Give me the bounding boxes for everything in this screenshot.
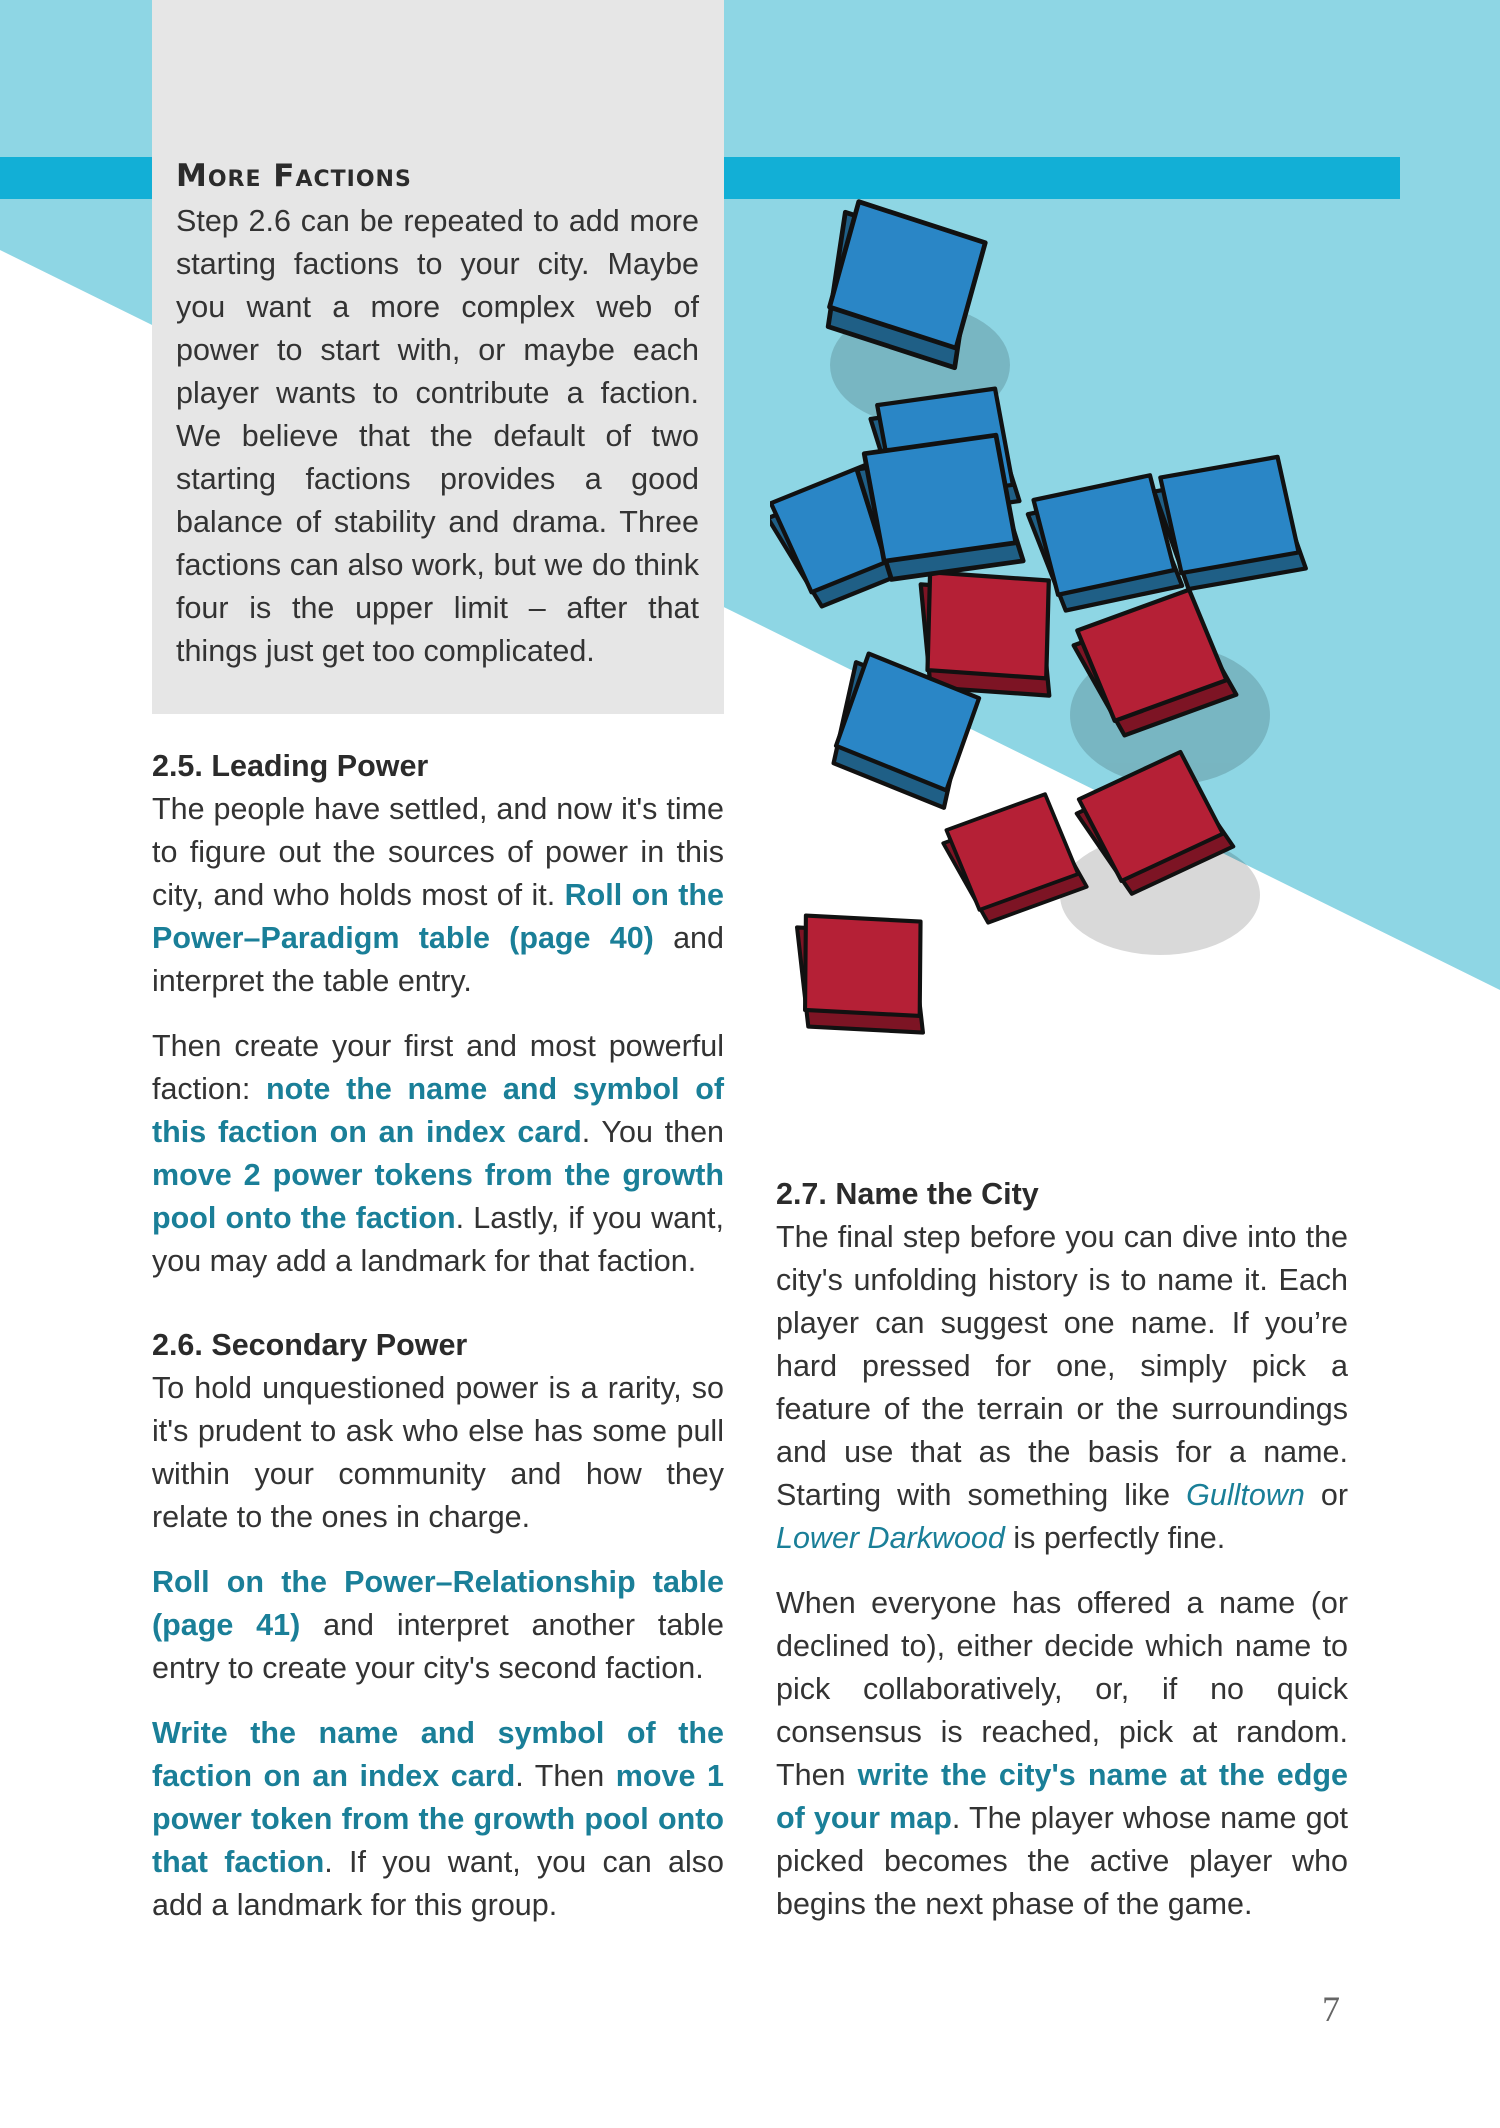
instruction-highlight: Roll on the Power–Paradigm table (page 40) <box>152 878 724 955</box>
paragraph <box>152 788 724 1003</box>
paragraph <box>152 1561 724 1690</box>
instruction-highlight: move 2 power tokens from the growth pool onto the faction <box>152 1158 724 1235</box>
instruction-highlight: write the city's name at the edge of your map <box>776 1758 1348 1835</box>
example-name: Gulltown <box>1186 1478 1305 1512</box>
instruction-highlight: Write the name and symbol of the faction on an index card <box>152 1716 724 1793</box>
text: . Then <box>515 1759 616 1793</box>
text: is perfectly fine. <box>1004 1521 1226 1555</box>
instruction-highlight: move 1 power token from the growth pool onto that faction <box>152 1759 725 1879</box>
section-heading: 2.7. Name the City <box>776 1177 1039 1211</box>
section-heading: 2.5. Leading Power <box>152 749 429 783</box>
sidebar-title: More Factions <box>176 158 412 194</box>
cube-red-5 <box>792 915 929 1032</box>
section-secondary-power <box>152 1324 724 1927</box>
text: The people have settled, and now it's time to figure out the sources of power in this city, and who holds most of it. <box>152 792 724 912</box>
page-number: 7 <box>1322 1989 1340 2029</box>
text: Then create your first and most powerful faction: <box>152 1029 724 1106</box>
section-heading: 2.6. Secondary Power <box>152 1328 468 1362</box>
example-name: Lower Darkwood <box>776 1521 1005 1555</box>
more-factions-box <box>152 0 724 714</box>
cube-red-1 <box>914 572 1058 696</box>
instruction-highlight: Roll on the Power–Relationship table (page 41) <box>152 1565 724 1642</box>
text: . The player whose name got picked becomes the active player who begins the next phase of the game. <box>776 1801 1349 1921</box>
section-leading-power <box>152 745 724 1283</box>
cubes-illustration <box>770 195 1380 1075</box>
text: . Lastly, if you want, you may add a landmark for that faction. <box>152 1201 724 1278</box>
text: . You then <box>581 1115 724 1149</box>
instruction-highlight: note the name and symbol of this faction on an index card <box>152 1072 724 1149</box>
paragraph <box>152 1025 724 1283</box>
paragraph: To hold unquestioned power is a rarity, so it's prudent to ask who else has some pull within your community and how they relate to the ones in charge. <box>152 1371 724 1534</box>
paragraph <box>776 1216 1348 1560</box>
text: and interpret another table entry to create your city's second faction. <box>152 1608 724 1685</box>
text: . If you want, you can also add a landmark for this group. <box>152 1845 724 1922</box>
text: or <box>1304 1478 1349 1512</box>
paragraph <box>776 1582 1348 1926</box>
sidebar-body: Step 2.6 can be repeated to add more starting factions to your city. Maybe you want a more complex web of power to start with, or maybe each player wants to contribute a faction. We believe that the default of two starting factions provides a good balance of stability and drama. Three factions can also work, but we do think four is the upper limit – after that things just get too complicated. <box>176 204 699 668</box>
paragraph <box>152 1712 724 1927</box>
text: and interpret the table entry. <box>152 921 724 998</box>
text: The final step before you can dive into the city's unfolding history is to name it. Each player can suggest one name. If you’re hard pressed for one, simply pick a feature of the terrain or the surroundings and use that as the basis for a name. Starting with something like <box>776 1220 1348 1512</box>
section-name-the-city <box>776 1173 1348 1926</box>
text: When everyone has offered a name (or declined to), either decide which name to pick collaboratively, or, if no quick consensus is reached, pick at random. Then <box>776 1586 1348 1792</box>
